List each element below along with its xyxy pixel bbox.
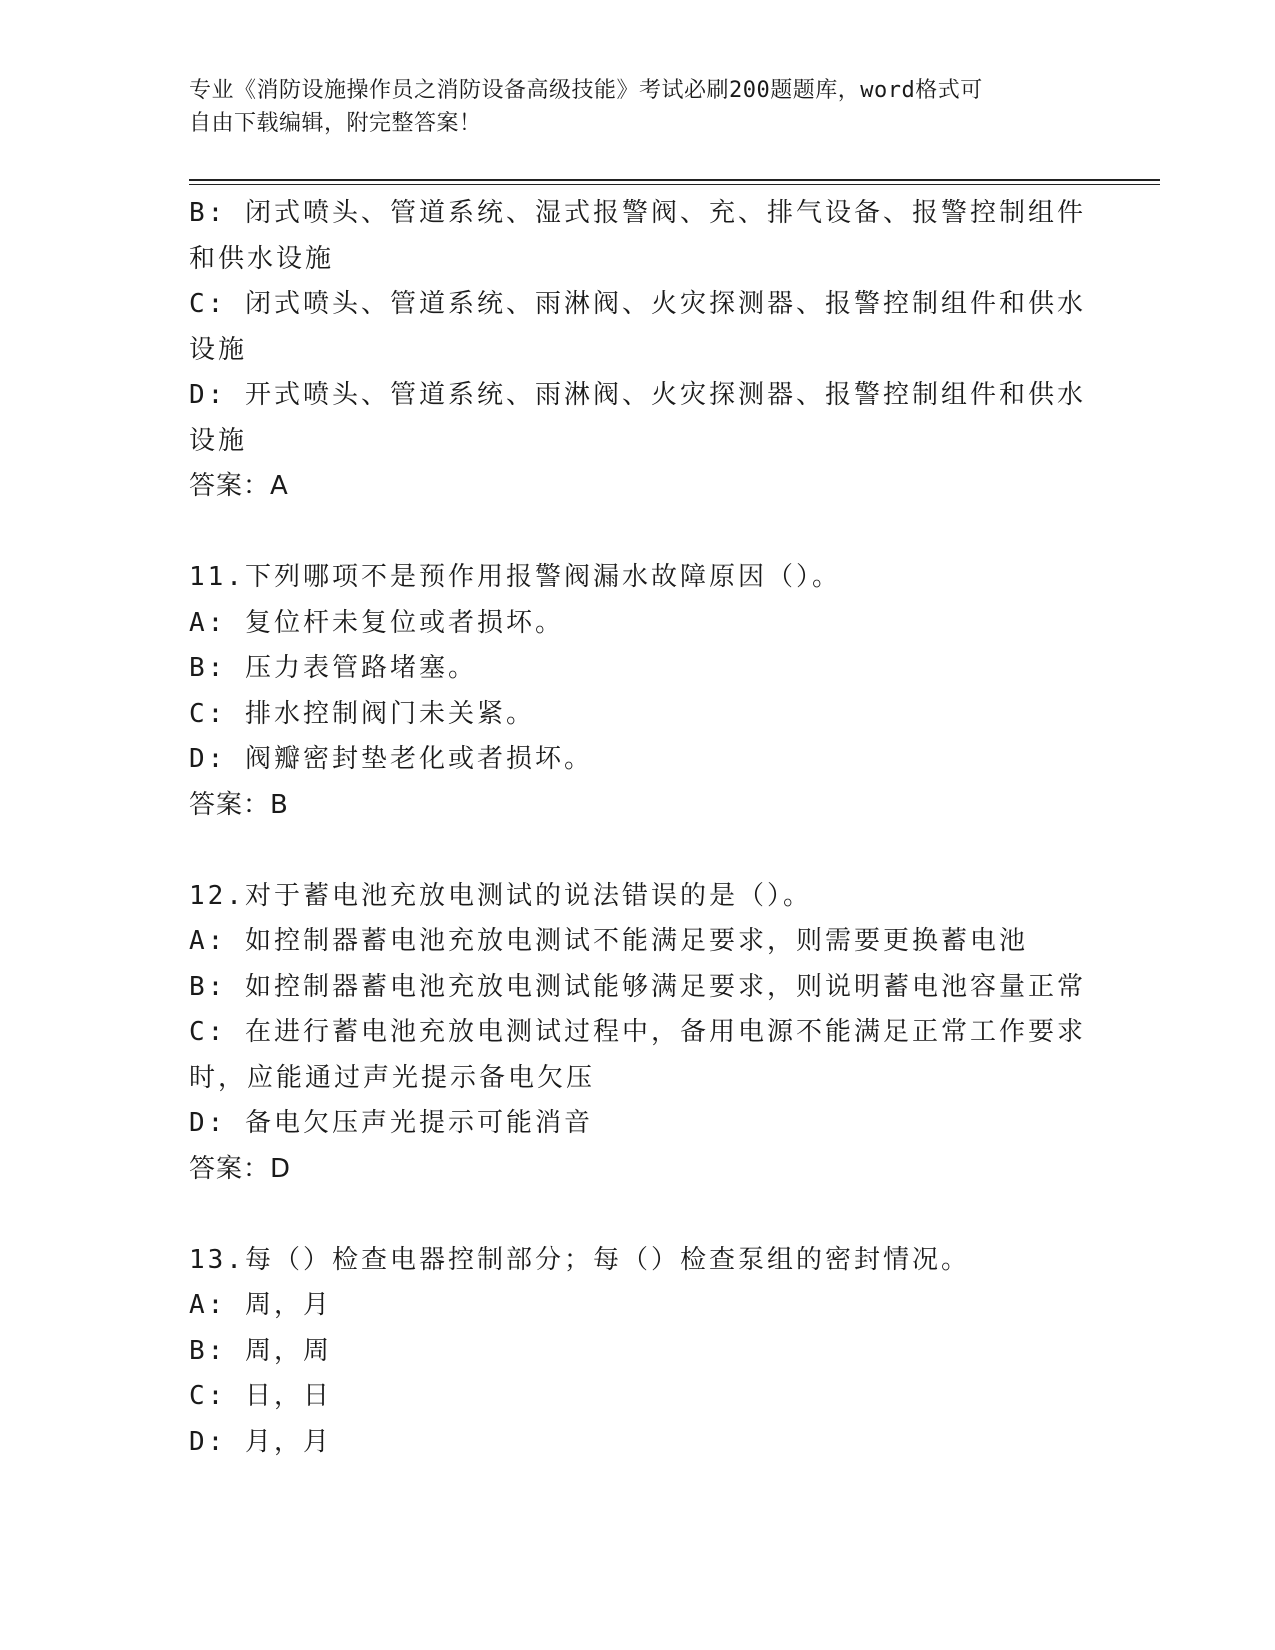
question-13-block: [189, 1238, 1089, 1466]
header-line-1: 专业《消防设施操作员之消防设备高级技能》考试必刷200题题库，word格式可: [189, 78, 983, 103]
q13-option-c: C: 日，日: [189, 1381, 332, 1411]
question-11-block: [189, 555, 1089, 828]
spacer: [189, 828, 1089, 874]
question-12-block: [189, 874, 1089, 1193]
q12-option-c-line-1: C: 在进行蓄电池充放电测试过程中，备用电源不能满足正常工作要求: [189, 1017, 1086, 1047]
q13-option-d: D: 月，月: [189, 1426, 332, 1457]
header-divider-thin: [189, 184, 1160, 185]
q12-option-c-line-2: 时，应能通过声光提示备电欠压: [189, 1062, 596, 1093]
question-content: [189, 191, 1089, 1465]
q10-answer: 答案：A: [189, 471, 289, 501]
q10-option-b-line-2: 和供水设施: [189, 243, 335, 274]
q10-option-c-line-1: C: 闭式喷头、管道系统、雨淋阀、火灾探测器、报警控制组件和供水: [189, 289, 1086, 319]
document-header: [189, 74, 1069, 140]
q11-question: 11.下列哪项不是预作用报警阀漏水故障原因（）。: [189, 562, 841, 592]
q11-option-a: A: 复位杆未复位或者损坏。: [189, 607, 564, 638]
q12-option-a: A: 如控制器蓄电池充放电测试不能满足要求，则需要更换蓄电池: [189, 926, 1028, 956]
q11-option-c: C: 排水控制阀门未关紧。: [189, 698, 535, 729]
q13-option-b: B: 周，周: [189, 1335, 332, 1366]
q10-option-d-line-1: D: 开式喷头、管道系统、雨淋阀、火灾探测器、报警控制组件和供水: [189, 380, 1086, 410]
q10-option-c-line-2: 设施: [189, 334, 248, 365]
q11-option-d: D: 阀瓣密封垫老化或者损坏。: [189, 744, 593, 774]
header-divider-thick: [189, 179, 1160, 181]
q10-option-d-line-2: 设施: [189, 425, 248, 456]
q12-answer: 答案：D: [189, 1153, 292, 1184]
header-line-2: 自由下载编辑，附完整答案！: [189, 111, 482, 136]
q12-option-d: D: 备电欠压声光提示可能消音: [189, 1108, 593, 1138]
q13-option-a: A: 周，月: [189, 1290, 332, 1320]
q10-option-b-line-1: B: 闭式喷头、管道系统、湿式报警阀、充、排气设备、报警控制组件: [189, 198, 1086, 228]
question-10-block: [189, 191, 1089, 510]
q11-answer: 答案：B: [189, 789, 289, 820]
q13-question: 13.每（）检查电器控制部分；每（）检查泵组的密封情况。: [189, 1244, 970, 1275]
q11-option-b: B: 压力表管路堵塞。: [189, 653, 477, 683]
spacer: [189, 1192, 1089, 1238]
spacer: [189, 510, 1089, 556]
q12-option-b: B: 如控制器蓄电池充放电测试能够满足要求，则说明蓄电池容量正常: [189, 971, 1086, 1002]
q12-question: 12.对于蓄电池充放电测试的说法错误的是（）。: [189, 880, 812, 911]
